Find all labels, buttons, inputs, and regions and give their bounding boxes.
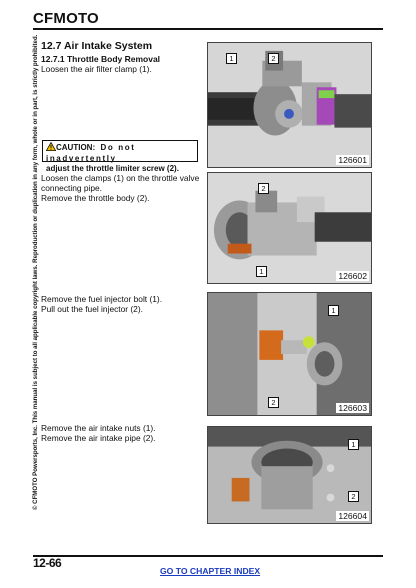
copyright-notice: © CFMOTO Powersports, Inc. This manual is subject to all applicable copyright laws. Reproduction or duplication in any form, whole or in part, is strictly prohibited. (32, 34, 39, 510)
footer-divider (33, 555, 383, 557)
go-to-chapter-index-link[interactable]: GO TO CHAPTER INDEX (160, 566, 261, 576)
callout-1: 1 (226, 53, 237, 64)
figure-126604 (207, 426, 372, 524)
throttle-clamps-photo (208, 173, 371, 283)
figure-number: 126601 (338, 155, 367, 165)
step-3-text: Remove the fuel injector bolt (1). Pull out the fuel injector (2). (41, 294, 163, 314)
callout-2: 2 (268, 397, 279, 408)
callout-2: 2 (348, 491, 359, 502)
brand-logo: CFMOTO (33, 10, 99, 27)
fuel-injector-photo (208, 293, 371, 415)
caution-text-2: adjust the throttle limiter screw (2). (46, 164, 179, 173)
figure-126602 (207, 172, 372, 284)
step-4-text: Remove the air intake nuts (1). Remove the air intake pipe (2). (41, 423, 156, 443)
page-number: 12-66 (33, 556, 62, 570)
callout-2: 2 (258, 183, 269, 194)
step-1-text: Loosen the air filter clamp (1). (41, 64, 152, 74)
section-title: 12.7 Air Intake System (41, 40, 153, 52)
figure-number: 126602 (338, 271, 367, 281)
figure-number: 126603 (338, 403, 367, 413)
callout-1: 1 (256, 266, 267, 277)
warning-triangle-icon (46, 142, 56, 154)
figure-number: 126604 (338, 511, 367, 521)
callout-2: 2 (268, 53, 279, 64)
caution-box (42, 140, 198, 173)
caution-label: CAUTION (56, 143, 93, 152)
subsection-title: 12.7.1 Throttle Body Removal (41, 54, 161, 64)
callout-1: 1 (348, 439, 359, 450)
step-2-text: Loosen the clamps (1) on the throttle valve connecting pipe. Remove the throttle body (2). (41, 173, 200, 203)
header-divider (33, 28, 383, 30)
figure-126603 (207, 292, 372, 416)
caution-text-1: : Do not inadvertently (46, 143, 136, 163)
figure-126601 (207, 42, 372, 168)
air-intake-pipe-photo (208, 427, 371, 523)
callout-1: 1 (328, 305, 339, 316)
